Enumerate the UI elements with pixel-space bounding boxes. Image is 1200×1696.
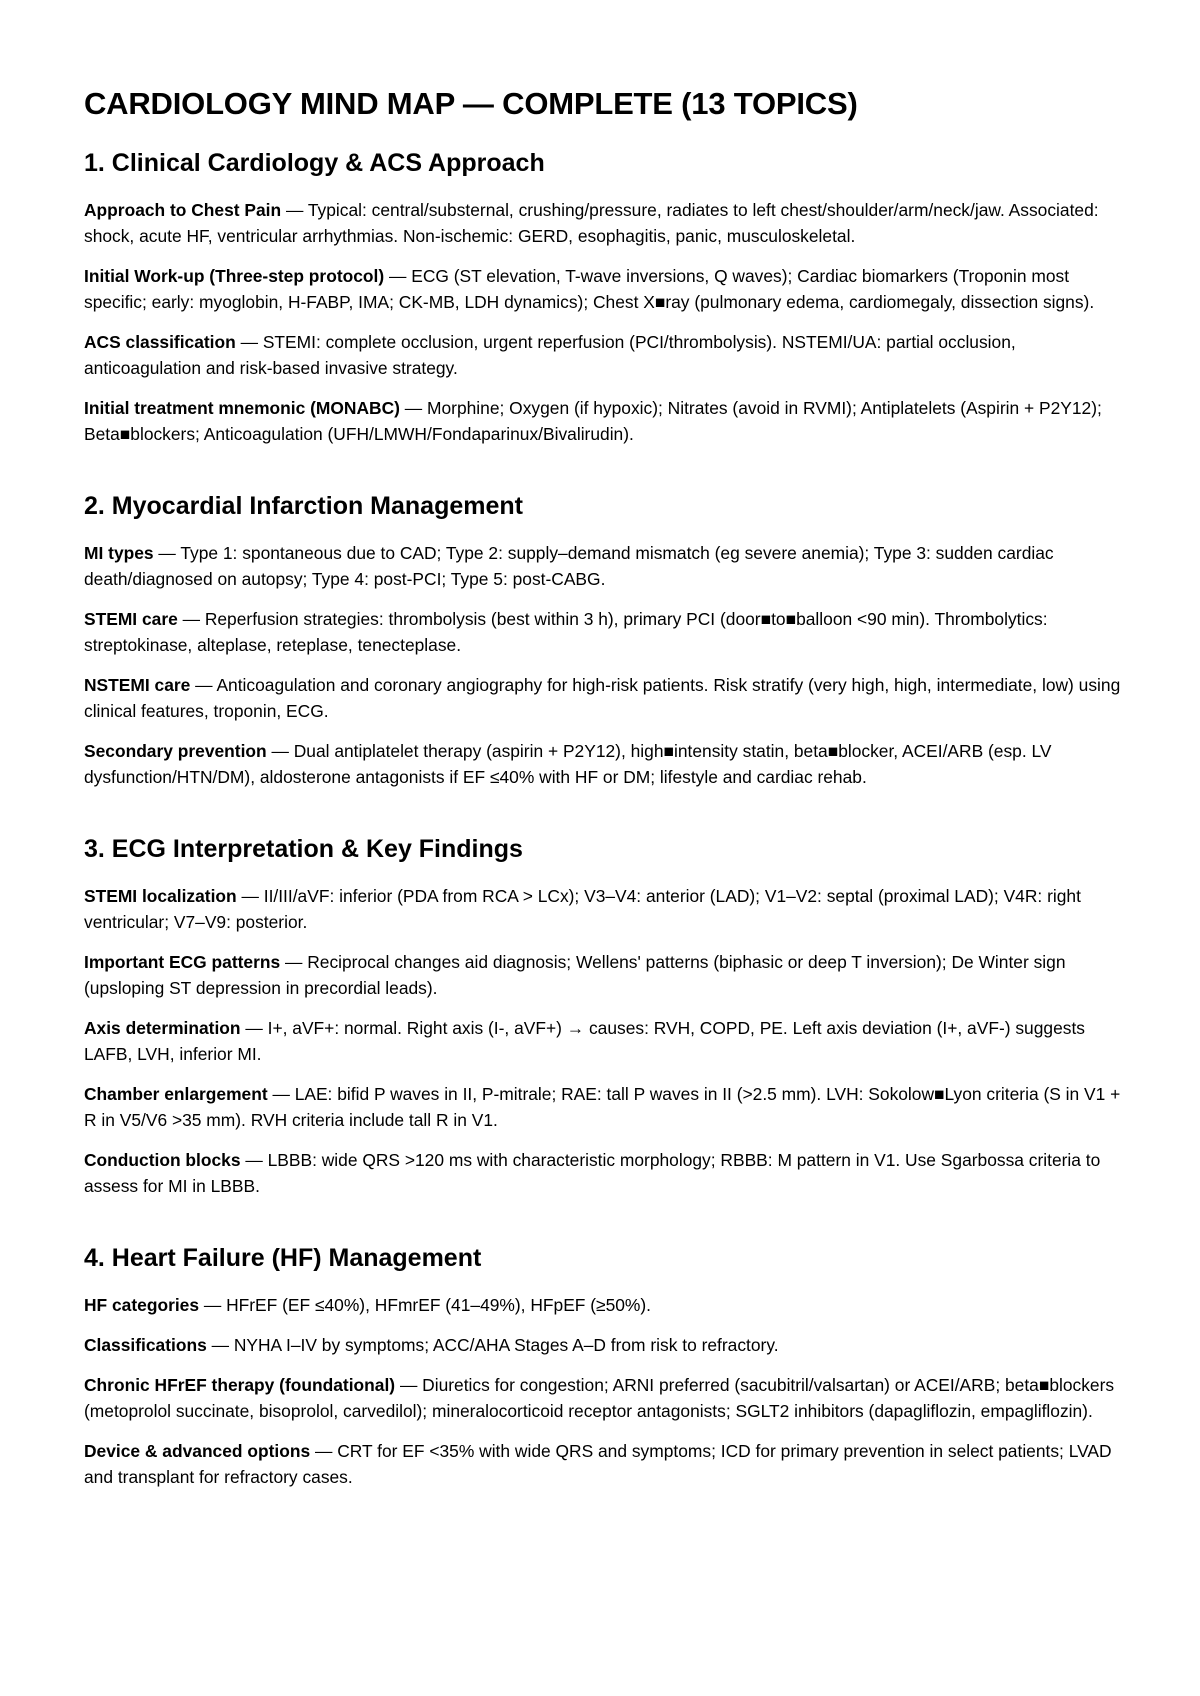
entry-term: Secondary prevention: [84, 740, 267, 761]
entry-nstemi-care: NSTEMI care — Anticoagulation and coronary angiography for high-risk patients. Risk stratify (very high, high, intermediate, low) using clinical features, troponin, ECG.: [84, 674, 1121, 721]
section-heading: 4. Heart Failure (HF) Management: [84, 1243, 482, 1272]
entry-text: Reperfusion strategies: thrombolysis (best within 3 h), primary PCI (door■to■balloon <90 min). Thrombolytics: streptokinase, alteplase, reteplase, tenecteplase.: [84, 608, 1048, 655]
entry-text: LAE: bifid P waves in II, P-mitrale; RAE: tall P waves in II (>2.5 mm). LVH: Sokolow■Lyon criteria (S in V1 + R in V5/V6 >35 mm). RVH criteria include tall R in V1.: [84, 1083, 1121, 1130]
section-heading: 3. ECG Interpretation & Key Findings: [84, 834, 523, 863]
entry-conduction-blocks: Conduction blocks — LBBB: wide QRS >120 ms with characteristic morphology; RBBB: M pattern in V1. Use Sgarbossa criteria to assess for MI in LBBB.: [84, 1149, 1101, 1196]
entry-term: Classifications: [84, 1334, 207, 1355]
section-mi-management: [84, 491, 1124, 790]
entry-secondary-prevention: Secondary prevention — Dual antiplatelet therapy (aspirin + P2Y12), high■intensity statin, beta■blocker, ACEI/ARB (esp. LV dysfunction/HTN/DM), aldosterone antagonists if EF ≤40% with HF or DM; lifestyle and cardiac rehab.: [84, 740, 1052, 787]
entry-term: STEMI care: [84, 608, 178, 629]
entry-text: HFrEF (EF ≤40%), HFmrEF (41–49%), HFpEF (≥50%).: [226, 1294, 652, 1315]
section-ecg-interpretation: [84, 834, 1124, 1199]
section-clinical-cardiology: [84, 148, 1124, 447]
document-page: [84, 86, 1124, 1504]
entry-classifications: Classifications — NYHA I–IV by symptoms; ACC/AHA Stages A–D from risk to refractory.: [84, 1334, 779, 1355]
entry-device-options: Device & advanced options — CRT for EF <35% with wide QRS and symptoms; ICD for primary prevention in select patients; LVAD and transplant for refractory cases.: [84, 1440, 1112, 1487]
entry-text: II/III/aVF: inferior (PDA from RCA > LCx); V3–V4: anterior (LAD); V1–V2: septal (proximal LAD); V4R: right ventricular; V7–V9: posterior.: [84, 885, 1081, 932]
entry-term: Important ECG patterns: [84, 951, 281, 972]
entry-text: I+, aVF+: normal. Right axis (I-, aVF+) → causes: RVH, COPD, PE. Left axis deviation (I+, aVF-) suggests LAFB, LVH, inferior MI.: [84, 1017, 1085, 1064]
entry-text: Diuretics for congestion; ARNI preferred (sacubitril/valsartan) or ACEI/ARB; beta■blockers (metoprolol succinate, bisoprolol, carvedilol); mineralocorticoid receptor antagonists; SGLT2 inhibitors (dapagliflozin, empagliflozin).: [84, 1374, 1115, 1421]
entry-text: STEMI: complete occlusion, urgent reperfusion (PCI/thrombolysis). NSTEMI/UA: partial occlusion, anticoagulation and risk-based invasive strategy.: [84, 331, 1016, 378]
entry-acs-classification: ACS classification — STEMI: complete occlusion, urgent reperfusion (PCI/thrombolysis). NSTEMI/UA: partial occlusion, anticoagulation and risk-based invasive strategy.: [84, 331, 1016, 378]
entry-ecg-patterns: Important ECG patterns — Reciprocal changes aid diagnosis; Wellens' patterns (biphasic or deep T inversion); De Winter sign (upsloping ST depression in precordial leads).: [84, 951, 1066, 998]
entry-text: Dual antiplatelet therapy (aspirin + P2Y12), high■intensity statin, beta■blocker, ACEI/ARB (esp. LV dysfunction/HTN/DM), aldosterone antagonists if EF ≤40% with HF or DM; lifestyle and cardiac rehab.: [84, 740, 1052, 787]
entry-hf-categories: HF categories — HFrEF (EF ≤40%), HFmrEF (41–49%), HFpEF (≥50%).: [84, 1294, 652, 1315]
section-heart-failure: [84, 1243, 1124, 1490]
entry-text: Typical: central/substernal, crushing/pressure, radiates to left chest/shoulder/arm/neck/jaw. Associated: shock, acute HF, ventricular arrhythmias. Non-ischemic: GERD, esophagitis, panic, musculoskeletal.: [84, 199, 1099, 246]
entry-chamber-enlargement: Chamber enlargement — LAE: bifid P waves in II, P-mitrale; RAE: tall P waves in II (>2.5 mm). LVH: Sokolow■Lyon criteria (S in V1 + R in V5/V6 >35 mm). RVH criteria include tall R in V1.: [84, 1083, 1121, 1130]
entry-term: Chamber enlargement: [84, 1083, 268, 1104]
entry-axis-determination: Axis determination — I+, aVF+: normal. Right axis (I-, aVF+) → causes: RVH, COPD, PE. Left axis deviation (I+, aVF-) suggests LAFB, LVH, inferior MI.: [84, 1017, 1085, 1064]
entry-text: LBBB: wide QRS >120 ms with characteristic morphology; RBBB: M pattern in V1. Use Sgarbossa criteria to assess for MI in LBBB.: [84, 1149, 1101, 1196]
entry-text: NYHA I–IV by symptoms; ACC/AHA Stages A–D from risk to refractory.: [233, 1334, 779, 1355]
entry-term: Axis determination: [84, 1017, 241, 1038]
entry-stemi-localization: STEMI localization — II/III/aVF: inferior (PDA from RCA > LCx); V3–V4: anterior (LAD); V1–V2: septal (proximal LAD); V4R: right ventricular; V7–V9: posterior.: [84, 885, 1081, 932]
section-heading: 1. Clinical Cardiology & ACS Approach: [84, 148, 545, 177]
entry-text: Type 1: spontaneous due to CAD; Type 2: supply–demand mismatch (eg severe anemia); Type 3: sudden cardiac death/diagnosed on autopsy; Type 4: post-PCI; Type 5: post-CABG.: [84, 542, 1054, 589]
entry-term: Device & advanced options: [84, 1440, 311, 1461]
entry-text: Morphine; Oxygen (if hypoxic); Nitrates (avoid in RVMI); Antiplatelets (Aspirin + P2Y12); Beta■blockers; Anticoagulation (UFH/LMWH/Fondaparinux/Bivalirudin).: [84, 397, 1102, 444]
entry-term: MI types: [84, 542, 154, 563]
entry-term: NSTEMI care: [84, 674, 191, 695]
entry-term: Approach to Chest Pain: [84, 199, 282, 220]
entry-chronic-hfref: Chronic HFrEF therapy (foundational) — Diuretics for congestion; ARNI preferred (sacubitril/valsartan) or ACEI/ARB; beta■blockers (metoprolol succinate, bisoprolol, carvedilol); mineralocorticoid receptor antagonists; SGLT2 inhibitors (dapagliflozin, empagliflozin).: [84, 1374, 1115, 1421]
entry-mi-types: MI types — Type 1: spontaneous due to CAD; Type 2: supply–demand mismatch (eg severe anemia); Type 3: sudden cardiac death/diagnosed on autopsy; Type 4: post-PCI; Type 5: post-CABG.: [84, 542, 1054, 589]
entry-stemi-care: STEMI care — Reperfusion strategies: thrombolysis (best within 3 h), primary PCI (door■to■balloon <90 min). Thrombolytics: streptokinase, alteplase, reteplase, tenecteplase.: [84, 608, 1048, 655]
entry-initial-treatment: Initial treatment mnemonic (MONABC) — Morphine; Oxygen (if hypoxic); Nitrates (avoid in RVMI); Antiplatelets (Aspirin + P2Y12); Beta■blockers; Anticoagulation (UFH/LMWH/Fondaparinux/Bivalirudin).: [84, 397, 1102, 444]
entry-initial-workup: Initial Work-up (Three-step protocol) — ECG (ST elevation, T-wave inversions, Q waves); Cardiac biomarkers (Troponin most specific; early: myoglobin, H-FABP, IMA; CK-MB, LDH dynamics); Chest X■ray (pulmonary edema, cardiomegaly, dissection signs).: [84, 265, 1095, 312]
entry-text: Anticoagulation and coronary angiography for high-risk patients. Risk stratify (very high, high, intermediate, low) using clinical features, troponin, ECG.: [84, 674, 1121, 721]
entry-chest-pain: Approach to Chest Pain — Typical: central/substernal, crushing/pressure, radiates to left chest/shoulder/arm/neck/jaw. Associated: shock, acute HF, ventricular arrhythmias. Non-ischemic: GERD, esophagitis, panic, musculoskeletal.: [84, 199, 1099, 246]
entry-term: ACS classification: [84, 331, 236, 352]
entry-term: Chronic HFrEF therapy (foundational): [84, 1374, 396, 1395]
entry-term: HF categories: [84, 1294, 200, 1315]
entry-text: CRT for EF <35% with wide QRS and symptoms; ICD for primary prevention in select patients; LVAD and transplant for refractory cases.: [84, 1440, 1112, 1487]
document-title: CARDIOLOGY MIND MAP — COMPLETE (13 TOPICS): [84, 86, 858, 121]
entry-text: Reciprocal changes aid diagnosis; Wellens' patterns (biphasic or deep T inversion); De Winter sign (upsloping ST depression in precordial leads).: [84, 951, 1066, 998]
entry-term: Initial Work-up (Three-step protocol): [84, 265, 385, 286]
entry-text: ECG (ST elevation, T-wave inversions, Q waves); Cardiac biomarkers (Troponin most specific; early: myoglobin, H-FABP, IMA; CK-MB, LDH dynamics); Chest X■ray (pulmonary edema, cardiomegaly, dissection signs).: [84, 265, 1095, 312]
entry-term: Conduction blocks: [84, 1149, 241, 1170]
entry-term: STEMI localization: [84, 885, 237, 906]
section-heading: 2. Myocardial Infarction Management: [84, 491, 523, 520]
entry-term: Initial treatment mnemonic (MONABC): [84, 397, 400, 418]
